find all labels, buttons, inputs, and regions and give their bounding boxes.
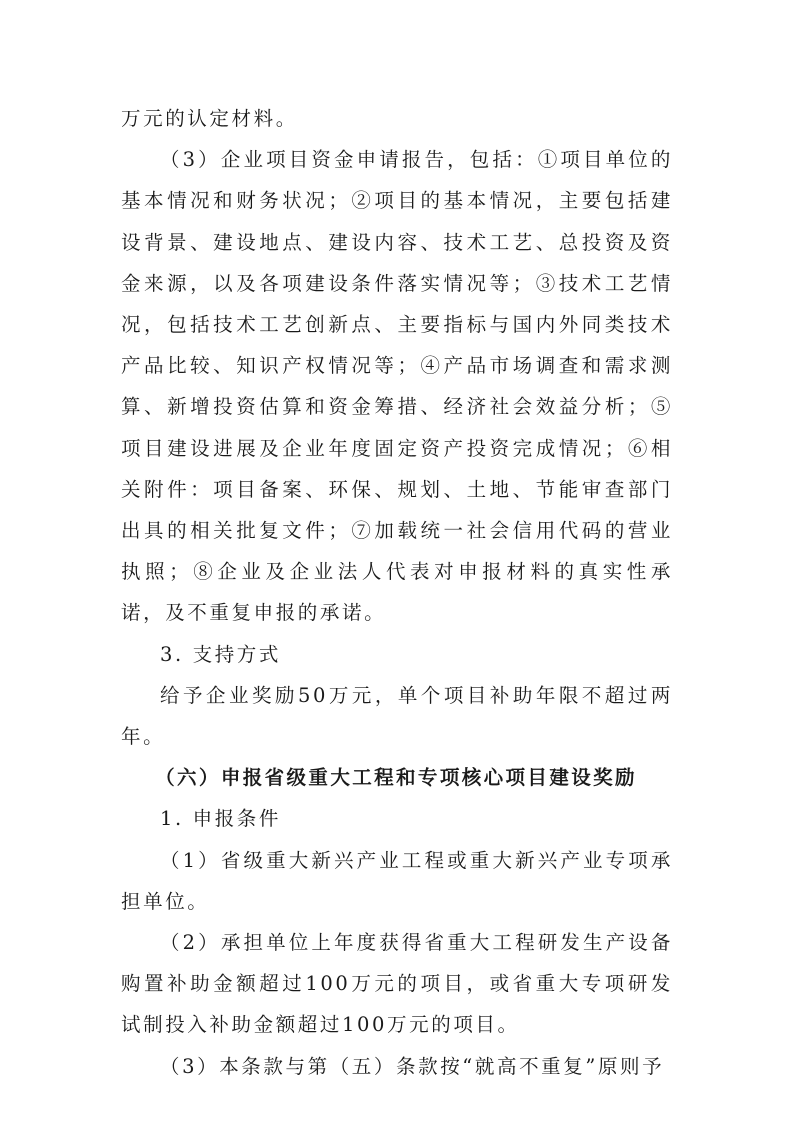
paragraph-continuation: 万元的认定材料。	[121, 107, 298, 130]
subheading-support-method: 3. 支持方式	[160, 642, 282, 666]
paragraph-application-report: （3）企业项目资金申请报告，包括：①项目单位的基本情况和财务状况；②项目的基本情况，主要包括建设背景、建设地点、建设内容、技术工艺、总投资及资金来源，以及各项建设条件落实情况等；③技术工艺情况，包括技术工艺创新点、主要指标与国内外同类技术产品比较、知识产权情况等；④产品市场调查和需求测算、新增投资估算和资金筹措、经济社会效益分析；⑤项目建设进展及企业年度固定资产投资完成情况；⑥相关附件：项目备案、环保、规划、土地、节能审查部门出具的相关批复文件；⑦加载统一社会信用代码的营业执照；⑧企业及企业法人代表对申报材料的真实性承诺，及不重复申报的承诺。	[121, 148, 673, 625]
paragraph-support-amount: 给予企业奖励50万元，单个项目补助年限不超过两年。	[121, 683, 673, 749]
paragraph-condition-1: （1）省级重大新兴产业工程或重大新兴产业专项承担单位。	[121, 848, 673, 913]
paragraph-condition-2: （2）承担单位上年度获得省重大工程研发生产设备购置补助金额超过100万元的项目，或省重大专项研发试制投入补助金额超过100万元的项目。	[121, 931, 673, 1037]
subheading-application-conditions: 1. 申报条件	[160, 807, 282, 831]
document-body	[121, 98, 673, 1087]
section-heading-six: （六）申报省级重大工程和专项核心项目建设奖励	[155, 766, 637, 790]
paragraph-condition-3: （3）本条款与第（五）条款按“就高不重复”原则予	[160, 1054, 665, 1078]
